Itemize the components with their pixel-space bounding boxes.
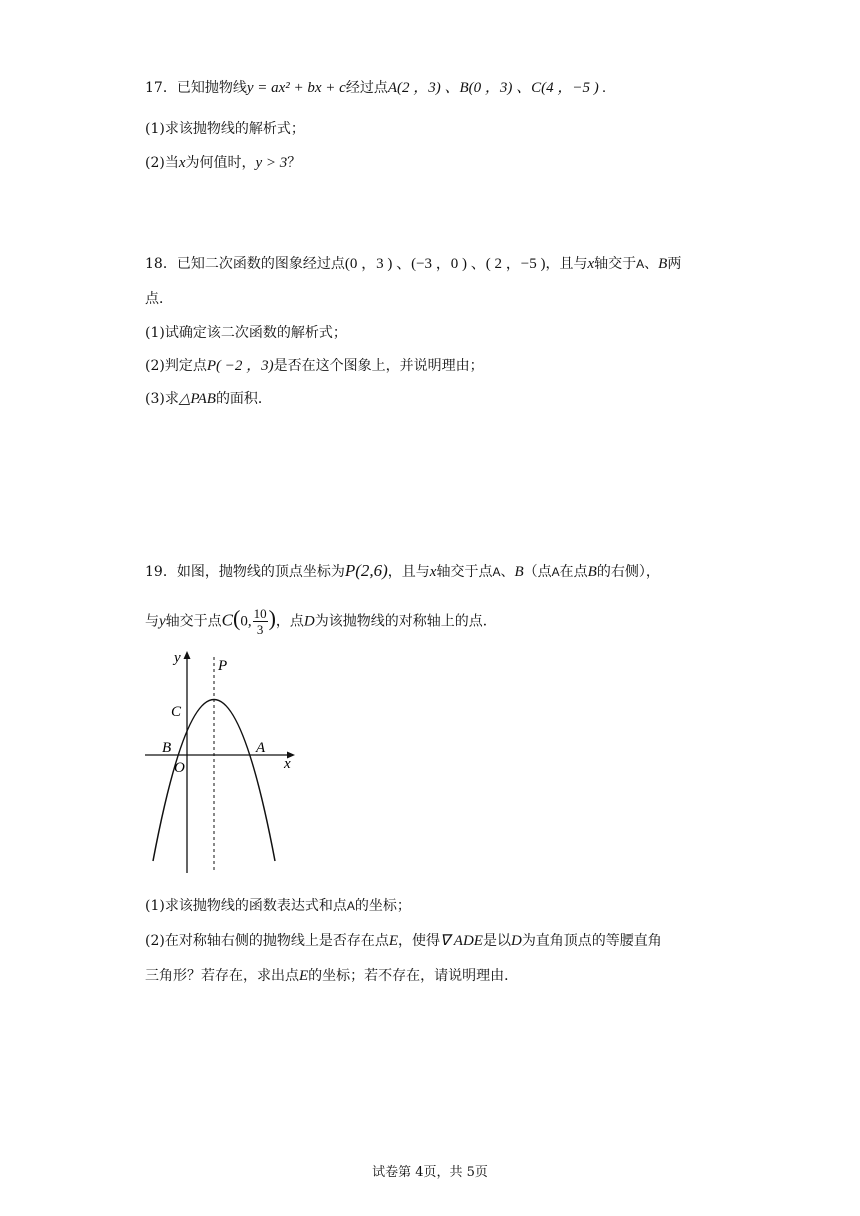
- q17-p2-condition: y > 3: [255, 155, 288, 171]
- q17-part2: [145, 153, 301, 173]
- q18-p3-text-b: 的面积．: [215, 391, 272, 407]
- q18-p2-text-a: (2)判定点: [145, 358, 207, 374]
- q19-p2-l2-text-b: 的坐标；若不存在，请说明理由．: [308, 968, 519, 984]
- q17-points: A(2 ，3) 、B(0 ，3) 、C(4 ，−5 ) .: [387, 80, 607, 96]
- q19-text-b: ，且与: [387, 564, 430, 580]
- page-footer: 试卷第 4页，共 5页: [372, 1165, 488, 1180]
- q19-l2-text-c: ，点: [275, 613, 304, 630]
- q18-part2: [145, 356, 484, 376]
- label-B: B: [162, 740, 172, 756]
- parabola-figure: [140, 645, 310, 880]
- q18-p2-point: P( −2 ，3): [206, 358, 274, 374]
- q19-statement-line2: [145, 606, 497, 637]
- label-O: O: [174, 760, 185, 776]
- q18-point-B: B: [658, 256, 668, 272]
- q19-p2-point-E2: E: [299, 968, 309, 984]
- q18-p3-triangle: △PAB: [178, 391, 216, 407]
- q18-points: (0 ，3 ) 、(−3 ，0 ) 、( 2 ，−5 ): [344, 256, 546, 272]
- q19-point-B: B: [514, 564, 524, 580]
- q19-p1-text-b: 的坐标；: [354, 898, 411, 914]
- q19-sep: 、: [500, 564, 515, 580]
- q19-point-C: C: [221, 610, 234, 630]
- q19-l2-text-b: 轴交于点: [165, 613, 222, 630]
- q17-p2-text-b: 为何值时，: [185, 155, 256, 171]
- q19-fraction-den: 3: [256, 622, 264, 637]
- q19-p2-point-E: E: [388, 933, 399, 949]
- q18-statement-line2: 点．: [145, 291, 173, 307]
- q19-p1-point-A: A: [346, 899, 355, 913]
- q19-left-paren: (: [233, 605, 241, 631]
- q17-statement: [145, 78, 606, 98]
- q19-var-y: y: [159, 613, 166, 630]
- q17-p2-text-c: ？: [287, 155, 302, 171]
- label-x: x: [284, 756, 291, 772]
- q18-text-b: ，且与: [545, 256, 588, 272]
- q18-text-d: 两: [667, 256, 682, 272]
- q19-p2-text-d: 为直角顶点的等腰直角: [521, 933, 662, 949]
- q18-statement-line1: [145, 254, 681, 274]
- q19-part2-line1: [145, 931, 662, 951]
- q19-fraction: [253, 606, 268, 637]
- q19-point-B2: B: [587, 564, 597, 580]
- q19-right-paren: ): [268, 605, 276, 631]
- q19-p1-text-a: (1)求该抛物线的函数表达式和点: [145, 898, 347, 914]
- label-C: C: [171, 704, 182, 720]
- q19-text-d: （点: [523, 564, 552, 580]
- q19-text-a: 19．如图，抛物线的顶点坐标为: [145, 564, 345, 580]
- q18-text-a: 18．已知二次函数的图象经过点: [145, 256, 345, 272]
- label-P: P: [218, 658, 228, 674]
- q18-sep: 、: [644, 256, 659, 272]
- q17-mid: 经过点: [345, 80, 388, 96]
- q19-point-A: A: [492, 565, 501, 579]
- q19-p2-l2-text-a: 三角形？若存在，求出点: [145, 968, 299, 984]
- q17-lead: 已知抛物线: [176, 80, 247, 96]
- label-y: y: [174, 650, 181, 666]
- q19-text-f: 的右侧），: [596, 564, 660, 580]
- q18-var-x: x: [587, 256, 595, 272]
- q19-l2-text-d: 为该抛物线的对称轴上的点．: [314, 613, 497, 630]
- q17-part1: (1)求该抛物线的解析式；: [145, 121, 305, 137]
- q19-p2-triangle: ∇ ADE: [440, 933, 483, 949]
- q19-zero: 0,: [240, 613, 252, 630]
- q17-equation: y = ax² + bx + c: [246, 80, 346, 96]
- q19-p2-point-D: D: [510, 933, 522, 949]
- label-A: A: [256, 740, 266, 756]
- q19-text-e: 在点: [559, 564, 588, 580]
- q19-text-c: 轴交于点: [436, 564, 493, 580]
- q17-number: 17．: [145, 80, 177, 96]
- y-axis-arrow: [184, 651, 191, 659]
- q19-point-A2: A: [551, 565, 560, 579]
- q19-p2-text-a: (2)在对称轴右侧的抛物线上是否存在点: [145, 933, 389, 949]
- q17-p2-text-a: (2)当: [145, 155, 179, 171]
- q19-point-D: D: [303, 613, 315, 630]
- q19-l2-text-a: 与: [145, 613, 159, 630]
- q17-p2-var-x: x: [178, 155, 186, 171]
- q18-text-c: 轴交于: [594, 256, 637, 272]
- q18-p2-text-b: 是否在这个图象上，并说明理由；: [273, 358, 484, 374]
- q19-fraction-num: 10: [253, 606, 267, 621]
- q19-statement-line1: [145, 561, 660, 582]
- q19-p2-text-c: 是以: [482, 933, 511, 949]
- q19-vertex: P(2,6): [344, 561, 388, 580]
- q19-part1: [145, 896, 411, 916]
- q19-part2-line2: [145, 966, 518, 986]
- q18-p3-text-a: (3)求: [145, 391, 179, 407]
- q19-p2-text-b: ，使得: [398, 933, 441, 949]
- q18-part1: (1)试确定该二次函数的解析式；: [145, 325, 347, 341]
- q18-point-A: A: [636, 257, 645, 271]
- q18-part3: [145, 389, 272, 409]
- q19-var-x: x: [429, 564, 437, 580]
